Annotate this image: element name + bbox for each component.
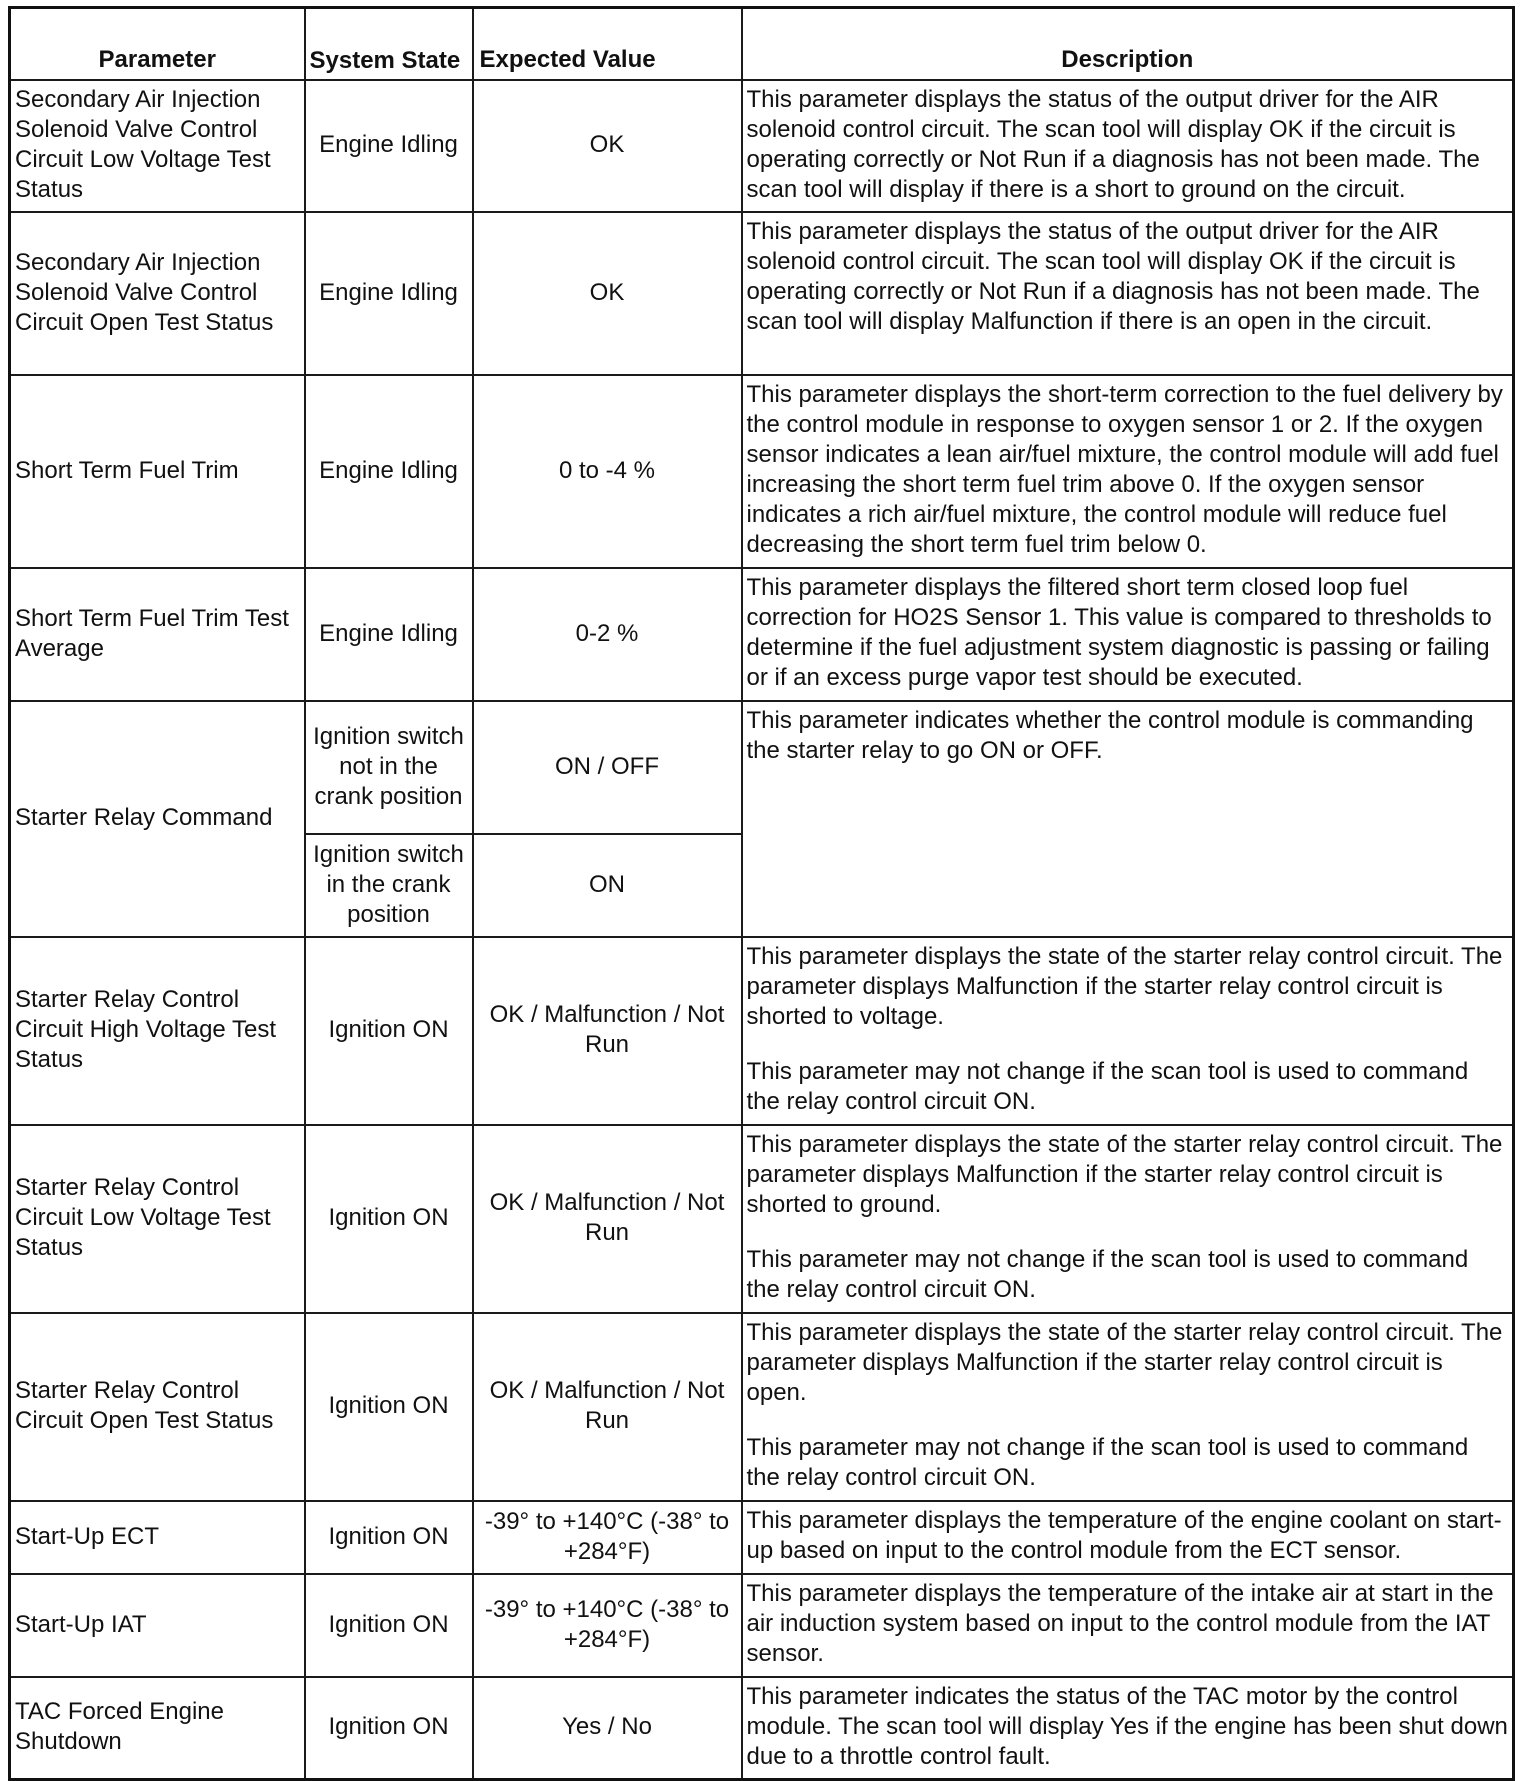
cell-parameter: Starter Relay Control Circuit High Voltage Test Status	[10, 937, 305, 1125]
description-paragraph: This parameter displays the filtered short term closed loop fuel correction for HO2S Sensor 1. This value is compared to thresholds to determine if the fuel adjustment system diagnostic is passing or failing or if an excess purge vapor test should be executed.	[746, 573, 1492, 691]
description-paragraph: This parameter displays the short-term correction to the fuel delivery by the control module in response to oxygen sensor 1 or 2. If the oxygen sensor indicates a lean air/fuel mixture, the control module will add fuel increasing the short term fuel trim above 0. If the oxygen sensor indicates a rich air/fuel mixture, the control module will reduce fuel decreasing the short term fuel trim below 0.	[746, 380, 1503, 558]
cell-description	[742, 1574, 1514, 1677]
description-paragraph: This parameter indicates whether the control module is commanding the starter relay to go ON or OFF.	[746, 706, 1474, 764]
cell-description	[742, 212, 1514, 375]
description-paragraph: This parameter displays the state of the starter relay control circuit. The parameter displays Malfunction if the starter relay control circuit is shorted to ground.	[746, 1130, 1503, 1218]
description-paragraph: This parameter displays the state of the starter relay control circuit. The parameter displays Malfunction if the starter relay control circuit is shorted to voltage.	[746, 942, 1503, 1030]
cell-parameter: Short Term Fuel Trim	[10, 375, 305, 568]
cell-description	[742, 375, 1514, 568]
cell-system-state: Ignition ON	[305, 1313, 473, 1501]
cell-system-state: Ignition ON	[305, 1125, 473, 1313]
table-row	[10, 80, 1514, 212]
table-row	[10, 701, 1514, 834]
cell-system-state: Engine Idling	[305, 80, 473, 212]
table-row	[10, 937, 1514, 1125]
cell-system-state: Engine Idling	[305, 568, 473, 701]
cell-expected-value: ON	[473, 834, 742, 937]
table-row	[10, 212, 1514, 375]
description-paragraph: This parameter displays the status of the output driver for the AIR solenoid control circuit. The scan tool will display OK if the circuit is operating correctly or Not Run if a diagnosis has not been made. The scan tool will display if there is a short to ground on the circuit.	[746, 85, 1480, 203]
description-paragraph: This parameter may not change if the scan tool is used to command the relay control circuit ON.	[746, 1433, 1469, 1491]
cell-parameter: TAC Forced Engine Shutdown	[10, 1677, 305, 1780]
description-paragraph: This parameter displays the status of the output driver for the AIR solenoid control circuit. The scan tool will display OK if the circuit is operating correctly or Not Run if a diagnosis has not been made. The scan tool will display Malfunction if there is an open in the circuit.	[746, 217, 1480, 335]
cell-expected-value: OK / Malfunction / Not Run	[473, 937, 742, 1125]
cell-expected-value: OK	[473, 80, 742, 212]
cell-expected-value: OK / Malfunction / Not Run	[473, 1125, 742, 1313]
table-row	[10, 375, 1514, 568]
header-expected-value: Expected Value	[473, 8, 742, 80]
header-system-state: System State	[305, 8, 473, 80]
table-row	[10, 1677, 1514, 1780]
cell-description	[742, 1501, 1514, 1574]
parameter-table	[8, 6, 1515, 1781]
cell-expected-value: -39° to +140°C (-38° to +284°F)	[473, 1574, 742, 1677]
cell-expected-value: Yes / No	[473, 1677, 742, 1780]
header-description: Description	[742, 8, 1514, 80]
cell-description	[742, 1125, 1514, 1313]
cell-system-state: Engine Idling	[305, 212, 473, 375]
cell-expected-value: OK	[473, 212, 742, 375]
table-row	[10, 1125, 1514, 1313]
cell-system-state: Ignition ON	[305, 1501, 473, 1574]
cell-expected-value: OK / Malfunction / Not Run	[473, 1313, 742, 1501]
cell-description	[742, 701, 1514, 937]
description-paragraph: This parameter may not change if the scan tool is used to command the relay control circuit ON.	[746, 1245, 1469, 1303]
table-row	[10, 1313, 1514, 1501]
cell-description	[742, 937, 1514, 1125]
cell-expected-value: 0 to -4 %	[473, 375, 742, 568]
cell-parameter: Starter Relay Control Circuit Low Voltage Test Status	[10, 1125, 305, 1313]
cell-description	[742, 80, 1514, 212]
table-row	[10, 568, 1514, 701]
cell-system-state: Ignition ON	[305, 937, 473, 1125]
table-row	[10, 1574, 1514, 1677]
cell-expected-value: ON / OFF	[473, 701, 742, 834]
header-parameter: Parameter	[10, 8, 305, 80]
cell-system-state: Ignition switch in the crank position	[305, 834, 473, 937]
cell-expected-value: -39° to +140°C (-38° to +284°F)	[473, 1501, 742, 1574]
description-paragraph: This parameter displays the state of the starter relay control circuit. The parameter displays Malfunction if the starter relay control circuit is open.	[746, 1318, 1503, 1406]
description-paragraph: This parameter may not change if the scan tool is used to command the relay control circuit ON.	[746, 1057, 1469, 1115]
cell-parameter: Start-Up ECT	[10, 1501, 305, 1574]
cell-parameter: Short Term Fuel Trim Test Average	[10, 568, 305, 701]
table-header-row	[10, 8, 1514, 80]
cell-parameter: Secondary Air Injection Solenoid Valve Control Circuit Open Test Status	[10, 212, 305, 375]
cell-description	[742, 1313, 1514, 1501]
cell-parameter: Starter Relay Command	[10, 701, 305, 937]
description-paragraph: This parameter indicates the status of the TAC motor by the control module. The scan tool will display Yes if the engine has been shut down due to a throttle control fault.	[746, 1682, 1508, 1770]
table-row	[10, 1501, 1514, 1574]
cell-system-state: Ignition ON	[305, 1677, 473, 1780]
description-paragraph: This parameter displays the temperature of the intake air at start in the air induction system based on input to the control module from the IAT sensor.	[746, 1579, 1494, 1667]
cell-system-state: Ignition switch not in the crank position	[305, 701, 473, 834]
document-page	[8, 6, 1512, 1781]
cell-description	[742, 568, 1514, 701]
cell-expected-value: 0-2 %	[473, 568, 742, 701]
cell-system-state: Engine Idling	[305, 375, 473, 568]
cell-system-state: Ignition ON	[305, 1574, 473, 1677]
cell-parameter: Starter Relay Control Circuit Open Test Status	[10, 1313, 305, 1501]
cell-description	[742, 1677, 1514, 1780]
description-paragraph: This parameter displays the temperature of the engine coolant on start-up based on input to the control module from the ECT sensor.	[746, 1506, 1502, 1564]
cell-parameter: Start-Up IAT	[10, 1574, 305, 1677]
cell-parameter: Secondary Air Injection Solenoid Valve Control Circuit Low Voltage Test Status	[10, 80, 305, 212]
